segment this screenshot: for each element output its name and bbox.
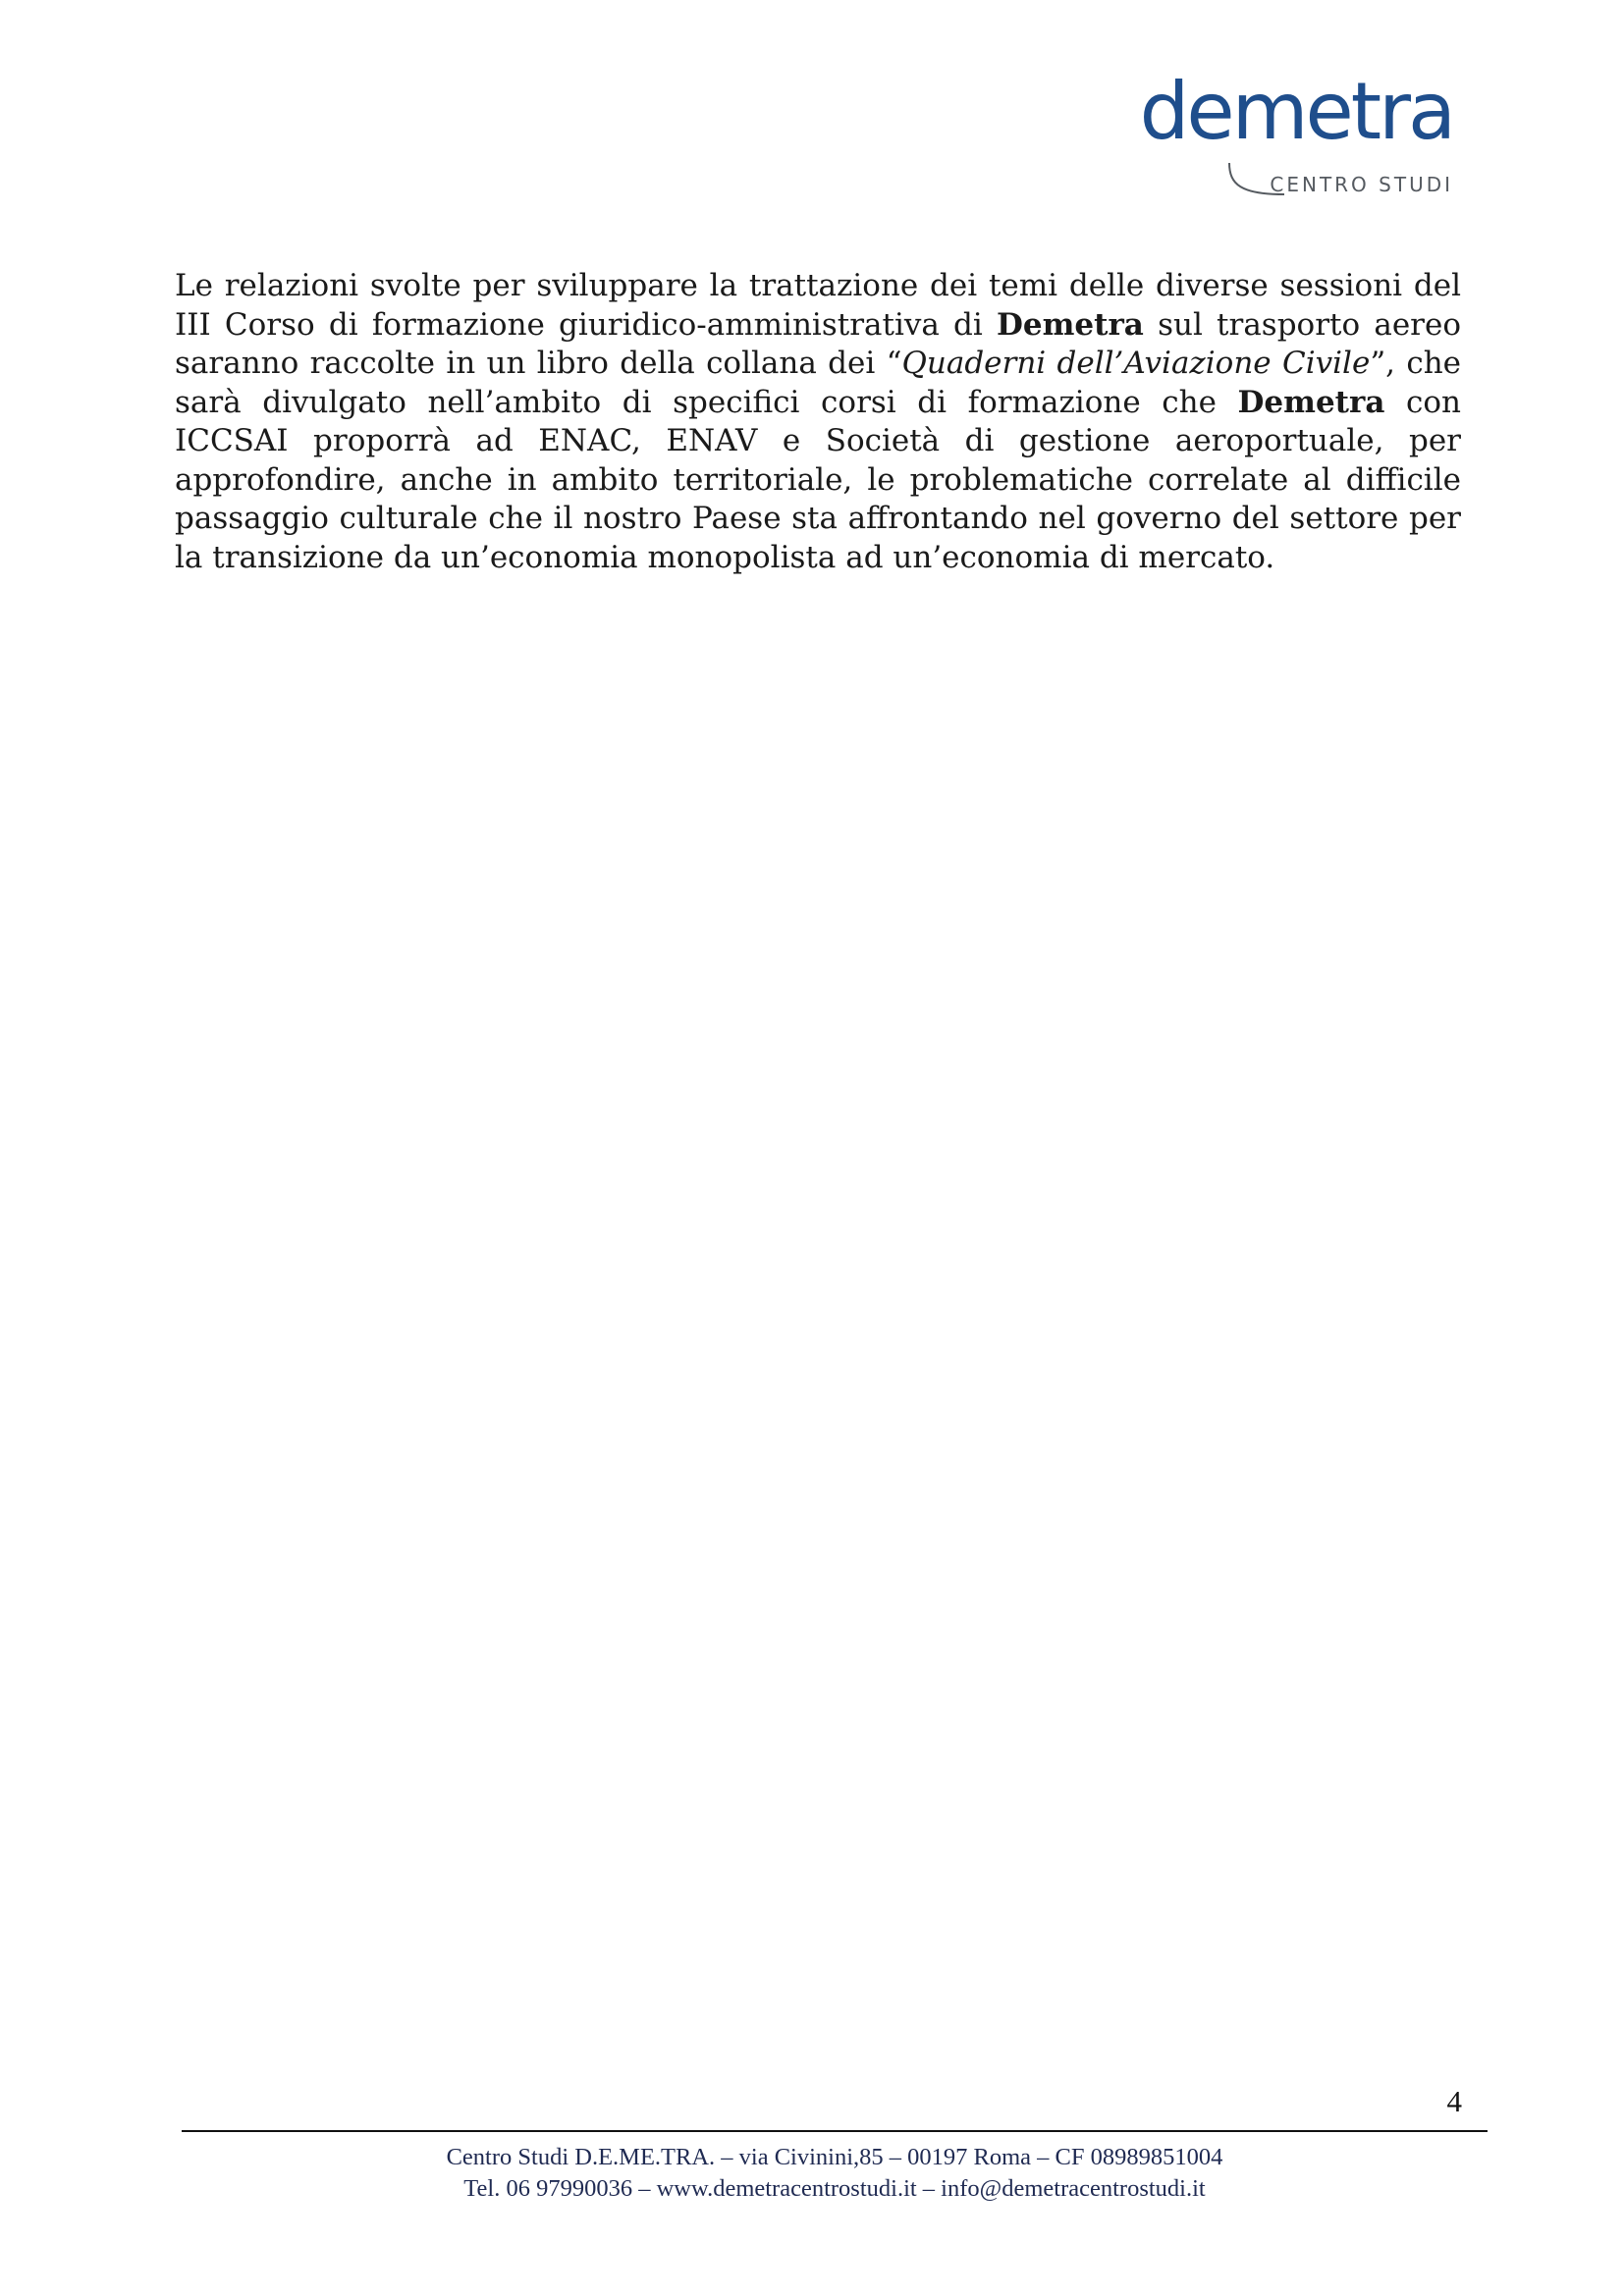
paragraph-italic-title: Quaderni dell’Aviazione Civile bbox=[901, 346, 1371, 381]
paragraph-bold-demetra-2: Demetra bbox=[1237, 384, 1385, 420]
paragraph-text-2: sul trasporto aereo saranno raccolte in un libro della collana dei “ bbox=[175, 306, 1462, 381]
footer-address-line: Centro Studi D.E.ME.TRA. – via Civinini,85 – 00197 Roma – CF 08989851004 bbox=[446, 2144, 1223, 2170]
logo-subtitle: CENTRO STUDI bbox=[1270, 173, 1453, 196]
footer-divider bbox=[182, 2130, 1488, 2132]
paragraph-text-4: con ICCSAI proporrà ad ENAC, ENAV e Società di gestione aeroportuale, per approfondire, anche in ambito territoriale, le problematiche correlate al difficile passaggio culturale che il nostro Paese sta affrontando nel governo del settore per la transizione da un’economia monopolista ad un’economia di mercato. bbox=[175, 384, 1461, 575]
footer-contact-line: Tel. 06 97990036 – www.demetracentrostudi.it – info@demetracentrostudi.it bbox=[463, 2175, 1206, 2202]
paragraph-text-1: Le relazioni svolte per sviluppare la trattazione dei temi delle diverse sessioni del III Corso di formazione giuridico-amministrativa di bbox=[175, 268, 1461, 343]
footer bbox=[182, 2142, 1488, 2205]
body-paragraph bbox=[175, 267, 1461, 577]
logo-wordmark: demetra bbox=[1139, 66, 1453, 157]
paragraph-bold-demetra-1: Demetra bbox=[997, 306, 1144, 343]
page-number: 4 bbox=[1446, 2084, 1462, 2118]
paragraph-text-3: ”, che sarà divulgato nell’ambito di specifici corsi di formazione che bbox=[175, 346, 1462, 420]
logo bbox=[1129, 66, 1453, 206]
